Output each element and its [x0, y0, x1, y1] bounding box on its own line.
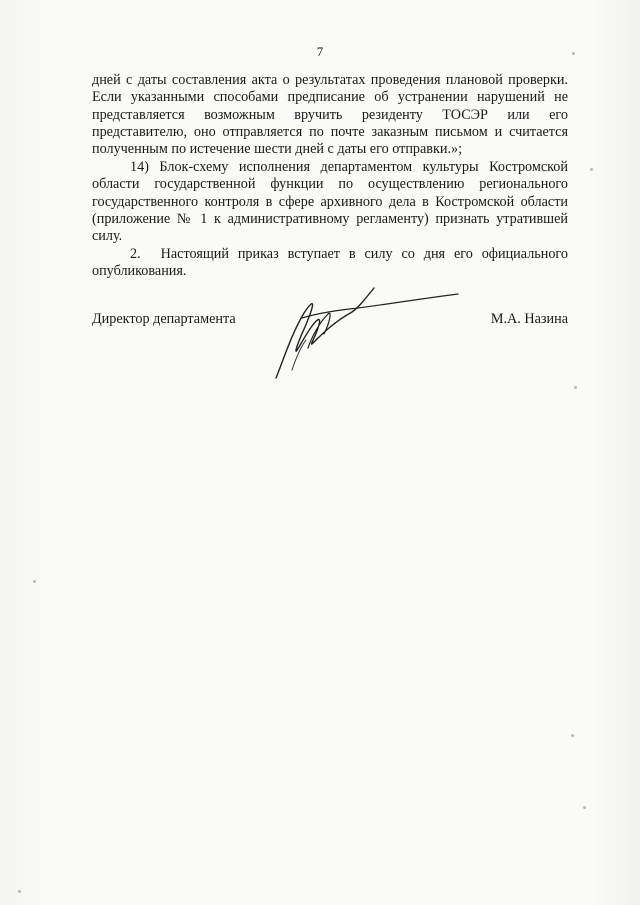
scan-speck: [574, 386, 577, 389]
paragraph-number: 2.: [130, 246, 141, 262]
signatory-position: Директор департамента: [92, 311, 236, 327]
scan-speck: [590, 168, 593, 171]
scan-speck: [33, 580, 36, 583]
scan-speck: [583, 806, 586, 809]
scan-speck: [18, 890, 21, 893]
signatory-name: М.А. Назина: [490, 311, 568, 327]
paragraph-text: Настоящий приказ вступает в силу со дня его официального опубликования.: [92, 246, 568, 280]
paragraph-continuation: дней с даты составления акта о результатах проведения плановой проверки. Если указанными способами предписание об устранении нарушений не представляется возможным вручить резиденту ТОСЭР или его представителю, оно отправляется по почте заказным письмом и считается полученным по истечение шести дней с даты его отправки.»;: [92, 72, 568, 158]
scan-speck: [571, 734, 574, 737]
paragraph-item-2: [92, 246, 568, 281]
page-number: 7: [316, 44, 324, 59]
paragraph-item-14: 14) Блок-схему исполнения департаментом культуры Костромской области государственной функции по осуществлению регионального государственного контроля в сфере архивного дела в Костромской области (приложение № 1 к административному регламенту) признать утратившей силу.: [92, 159, 568, 245]
handwritten-signature: [262, 278, 462, 388]
scan-speck: [572, 52, 575, 55]
